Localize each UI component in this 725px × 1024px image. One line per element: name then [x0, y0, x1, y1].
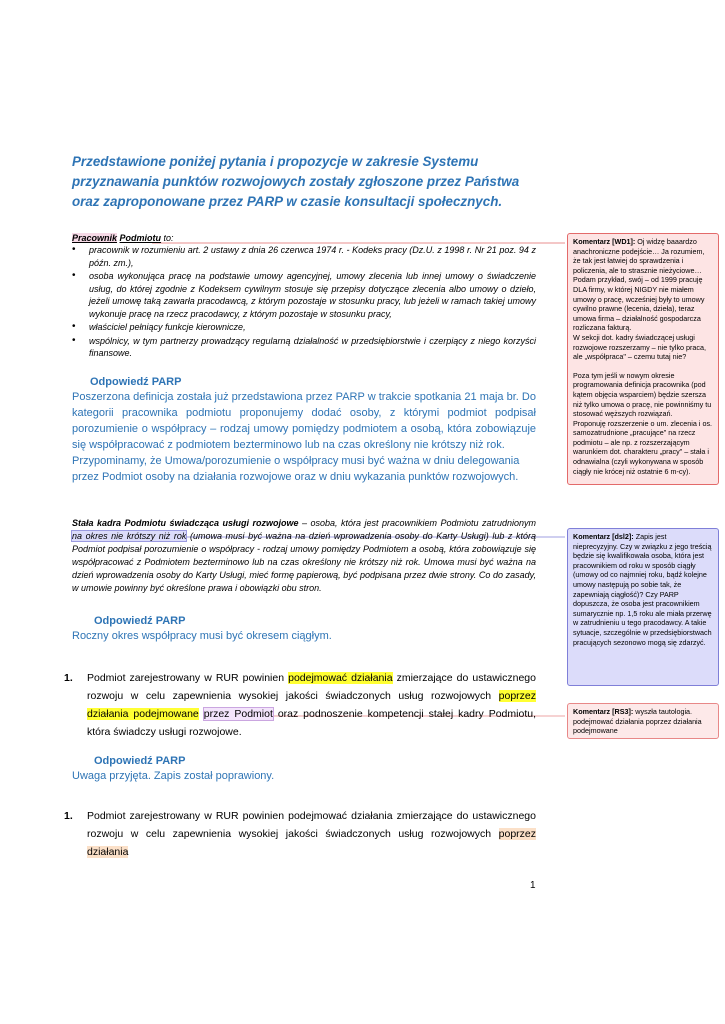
text-run	[199, 708, 204, 720]
highlight-poprzez-dzialania: poprzez działania	[87, 828, 536, 858]
item-text	[87, 807, 536, 861]
text-run: oraz podnoszenie kompetencji stałej kadry Podmiotu, która świadczy usługi rozwojowe.	[87, 708, 536, 738]
answer-text: Uwaga przyjęta. Zapis został poprawiony.	[72, 770, 275, 782]
list-item: • pracownik w rozumieniu art. 2 ustawy z dnia 26 czerwca 1974 r. - Kodeks pracy (Dz.U. z 1998 r. Nr 21 poz. 94 z późn. zm.),	[72, 244, 536, 269]
text-run: Podmiot zarejestrowany w RUR powinien podejmować działania zmierzające do ustawicznego rozwoju w celu zapewnienia wysokiej jakości świadczonych usług rozwojowych	[87, 810, 536, 840]
answer-text: Poszerzona definicja została już przedstawiona przez PARP w trakcie spotkania 21 maja br. Do kategorii pracownika podmiotu proponujemy dodać osoby, z którymi podmiot podpisał porozumienie o współpracy – rodzaj umowy pomiędzy podmiotem a osobą, która zobowiązuje się współpracować z podmiotem bezterminowo lub na czas określony nie krótszy niż rok.	[72, 390, 536, 451]
definition-list	[72, 244, 536, 360]
answer-title: Odpowiedź PARP	[90, 375, 182, 388]
comment-wd1[interactable]	[567, 233, 719, 485]
comment-rs3[interactable]	[567, 703, 719, 739]
list-item: • właściciel pełniący funkcje kierownicze,	[72, 321, 536, 334]
answer-text: Przypominamy, że Umowa/porozumienie o współpracy musi być ważna w dniu delegowania przez Podmiot osoby na działania rozwojowe oraz w dniu wykazania punktów rozwojowych.	[72, 454, 520, 483]
comment-paragraph: Poza tym jeśli w nowym okresie programowania definicja pracownika (pod kątem objęcia wsparciem) będzie szersza niż tylko umowa o pracę, nie powinniśmy tu stosować węższych rozwiązań.	[573, 370, 712, 419]
comment-text: Oj widzę baaardzo anachroniczne podejście… Ja rozumiem, że tak jest łatwiej do sprawdzenia i policzenia, ale to strasznie nieżyciowe… Podam przykład, swój – od 1999 pracuję DLA firmy, w której NIGDY nie miałem umowy o pracę, wcześniej były to umowy cywilno prawne (lecenia, dzieła), teraz umowa firma – działalność gospodarcza rozliczana fakturą.	[573, 237, 705, 333]
comment-paragraph: Proponuję rozszerzenie o um. zlecenia i os. samozatrudnione „pracujące" na rzecz podmiotu – ale np. z rozszerzającym warunkiem dot. charakteru „pracy" – stała i odnawialna (czyli wykonywana w sposób ciągły nie krócej niż ostatnie 6 m-cy).	[573, 418, 713, 476]
highlight-podejmowac: podejmować działania	[288, 672, 393, 684]
page-heading: Przedstawione poniżej pytania i propozycje w zakresie Systemu przyznawania punktów rozwojowych zostały zgłoszone przez Państwa oraz zaproponowane przez PARP w czasie konsultacji społecznych.	[72, 154, 520, 209]
highlight-poprzez-dzialania: poprzez działania podejmowane	[87, 690, 536, 720]
text-run: zmierzające do ustawicznego rozwoju w celu zapewnienia wysokiej jakości świadczonych usług rozwojowych	[87, 672, 536, 702]
answer-title: Odpowiedź PARP	[94, 755, 186, 767]
section-item-1	[64, 669, 536, 784]
page-number: 1	[530, 880, 536, 891]
text-run: Podmiot zarejestrowany w RUR powinien	[87, 672, 289, 684]
highlight-period: na okres nie krótszy niż rok	[72, 531, 187, 541]
list-item: • osoba wykonująca pracę na podstawie umowy agencyjnej, umowy zlecenia lub innej umowy o świadczenie usług, do której zgodnie z Kodeksem cywilnym stosuje się przepisy dotyczące zlecenia albo umowy o dzieło, jeżeli umowę taką zawarła pracodawcą, z którym pozostaje w stosunku pracy, lub jeżeli w ramach takiej umowy wykonuje pracę na rzecz pracodawcy, z którym pozostaje w stosunku pracy,	[72, 270, 536, 320]
definition-term	[72, 233, 536, 243]
answer-title: Odpowiedź PARP	[94, 615, 186, 627]
comment-author: Komentarz [RS3]:	[573, 707, 634, 716]
comment-text: wyszła tautologia. podejmować działania poprzez działania podejmowane	[573, 707, 702, 736]
definition-paragraph	[72, 517, 536, 595]
item-number: 1.	[64, 810, 73, 822]
term-pracownik: Pracownik	[72, 233, 118, 243]
term-suffix: to:	[161, 233, 174, 243]
list-item: • wspólnicy, w tym partnerzy prowadzący regularną działalność w przedsiębiorstwie i czerpiący z niego korzyści finansowe.	[72, 335, 536, 360]
section-item-1-repeat	[64, 807, 536, 861]
definition-term: Stała kadra Podmiotu świadcząca usługi rozwojowe	[72, 518, 299, 528]
comment-body	[573, 237, 713, 333]
comment-author: Komentarz [WD1]:	[573, 237, 636, 246]
term-podmiotu: Podmiotu	[119, 233, 162, 243]
comment-paragraph: W sekcji dot. kadry świadczącej usługi rozwojowe rozszerzamy – nie tylko praca, ale „współpraca" – czemu tutaj nie?	[573, 332, 707, 362]
section-stala-kadra	[72, 517, 536, 644]
section-pracownik	[72, 233, 536, 485]
answer-text: Roczny okres współpracy musi być okresem ciągłym.	[72, 630, 332, 642]
definition-text: – osoba, która jest pracownikiem Podmiotu zatrudnionym	[298, 518, 536, 528]
comment-dsl2[interactable]	[567, 528, 719, 686]
comment-author: Komentarz [dsl2]:	[573, 532, 634, 541]
definition-text: (umowa musi być ważna na dzień wprowadzenia osoby do Karty Usługi) lub z którą Podmiot podpisał porozumienie o współpracy - rodzaj umowy pomiędzy Podmiotem a osobą, która zobowiązuje się współpracować z Podmiotem bezterminowo lub na czas określony nie krótszy niż rok. Umowa musi być ważna na dzień wprowadzenia osoby do Karty Usługi, mieć formę papierową, być podpisana przez dwie strony. Co do zasady, w umowie powinny być określone prawa i obowiązki obu stron.	[72, 531, 536, 593]
item-number: 1.	[64, 672, 73, 684]
highlight-przez-podmiot: przez Podmiot	[203, 708, 273, 720]
comment-text: Zapis jest nieprecyzyjny. Czy w związku z jego treścią będzie się kwalifikowała osoba, która jest pracownikiem od roku w sposób ciągły (umowy od co najmniej roku, bądź kolejne umowy następują po sobie tak, że zapewniają ciągłość)? Czy PARP dopuszcza, że osoba jest pracownikiem sumarycznie np. 1,5 roku ale miała przerwę w zatrudnieniu u tego pracodawcy. A takie sytuacje, szczególnie w przedsiębiorstwach pracujących sezonowo mogą się zdarzyć.	[573, 532, 712, 647]
item-text	[87, 669, 536, 741]
